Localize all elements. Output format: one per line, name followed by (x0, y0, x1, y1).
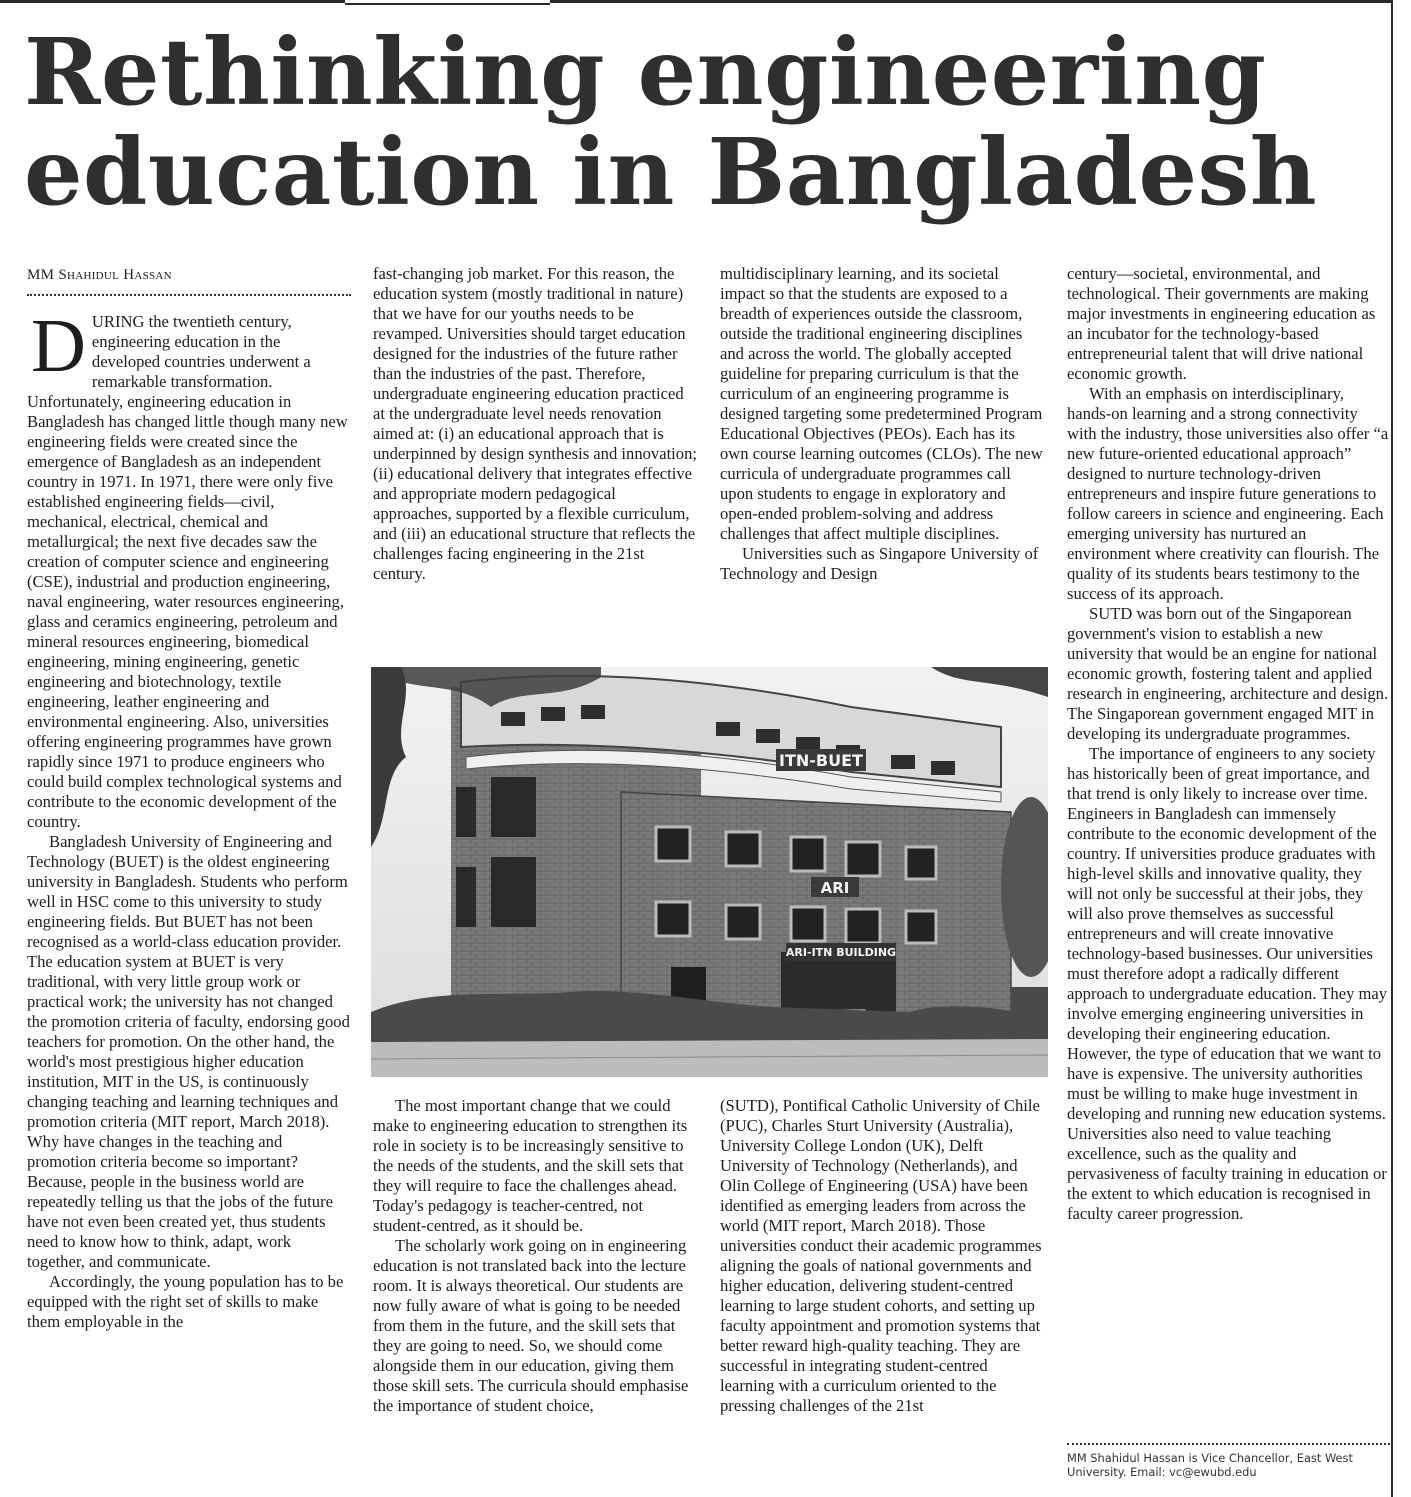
author-note-rule (1067, 1443, 1390, 1445)
paragraph: The most important change that we could make to engineering education to strengthen its role in society is to be increasingly sensitive to the needs of the students, and the skill sets that they will require to face the challenges ahead. Today's pedagogy is teacher-centred, not student-centred, as it should be. (373, 1096, 688, 1235)
svg-text:ARI: ARI (820, 879, 850, 897)
section-label-band (345, 0, 550, 5)
paragraph: The scholarly work going on in engineering education is not translated back into the lecture room. It is always theoretical. Our students are now fully aware of what is going to be needed from them in the future, and the skill sets that they are going to need. So, we should come alongside them in our education, giving them those skill sets. The curricula should emphasise the importance of student choice, (373, 1236, 689, 1415)
column-2-top (373, 264, 698, 584)
building-photo (371, 667, 1048, 1077)
paragraph: Universities such as Singapore University of Technology and Design (720, 544, 1039, 583)
drop-cap: D (31, 304, 86, 388)
svg-text:ARI-ITN BUILDING: ARI-ITN BUILDING (785, 946, 897, 959)
column-3-top (720, 264, 1045, 584)
paragraph: The importance of engineers to any society has historically been of great importance, and that trend is only likely to increase over time. Engineers in Bangladesh can immensely contribute to the economic development of the country. If universities produce graduates with high-level skills and innovative quality, they will not only be successful at their jobs, they will also prove themselves as successful entrepreneurs and will create innovative technology-based businesses. Our universities must therefore adopt a radically different approach to undergraduate education. They may involve emerging engineering universities in developing their engineering education. However, the type of education that we want to have is expensive. The university authorities must be willing to make huge investment in developing and running new education systems. Universities also need to value teaching excellence, such as the quality and pervasiveness of faculty training in education or the extent to which education is recognised in faculty career progression. (1067, 744, 1388, 1223)
byline-dotted-rule (27, 294, 351, 296)
svg-text:ITN-BUET: ITN-BUET (779, 751, 863, 770)
byline: MM Shahidul Hassan (27, 267, 172, 283)
sign-ari (811, 877, 859, 897)
sign-ari-itn-building (786, 943, 896, 961)
article-headline: Rethinking engineering education in Bangladesh (24, 18, 1318, 226)
paragraph: fast-changing job market. For this reason, the education system (mostly traditional in nature) that we have for our youths needs to be revamped. Universities should target education designed for the industries of the future rather than the industries of the past. Therefore, undergraduate engineering education practiced at the undergraduate level needs renovation aimed at: (i) an educational approach that is underpinned by design synthesis and innovation; (ii) educational delivery that integrates effective and appropriate modern pedagogical approaches, supported by a flexible curriculum, and (iii) an educational structure that reflects the challenges facing engineering in the 21st century. (373, 264, 697, 583)
author-note: MM Shahidul Hassan is Vice Chancellor, East West University. Email: vc@ewubd.edu (1067, 1451, 1353, 1479)
column-2-bottom (373, 1096, 698, 1416)
paragraph: SUTD was born out of the Singaporean government's vision to establish a new university that would be an engine for national economic growth, fostering talent and applied research in engineering, architecture and design. The Singaporean government engaged MIT in developing its undergraduate programmes. (1067, 604, 1389, 743)
paragraph: century—societal, environmental, and technological. Their governments are making major investments in engineering education as an incubator for the technology-based entrepreneurial talent that will drive national economic growth. (1067, 264, 1376, 383)
sign-itn-buet (776, 749, 866, 771)
paragraph: With an emphasis on interdisciplinary, hands-on learning and a strong connectivity with the industry, those universities also offer “a new future-oriented educational approach” designed to nurture technology-driven entrepreneurs and inspire future generations to follow careers in science and engineering. Each emerging university has nurtured an environment where creativity can flourish. The quality of its students bears testimony to the success of its approach. (1067, 384, 1389, 603)
paragraph: (SUTD), Pontifical Catholic University of Chile (PUC), Charles Sturt University (Australia), University College London (UK), Delft University of Technology (Netherlands), and Olin College of Engineering (USA) have been identified as emerging leaders from across the world (MIT report, March 2018). Those universities conduct their academic programmes aligning the goals of national governments and higher education, delivering student-centred learning to large student cohorts, and setting up faculty appointment and promotion systems that better reward high-quality teaching. They are successful in integrating student-centred learning with a curriculum oriented to the pressing challenges of the 21st (720, 1096, 1042, 1415)
paragraph: multidisciplinary learning, and its societal impact so that the students are exposed to a breadth of experiences outside the classroom, outside the traditional engineering disciplines and across the world. The globally accepted guideline for preparing curriculum is that the curriculum of an engineering programme is designed targeting some predetermined Program Educational Objectives (PEOs). Each has its own course learning outcomes (CLOs). The new curricula of undergraduate programmes call upon students to engage in exploratory and open-ended problem-solving and address challenges that affect multiple disciplines. (720, 264, 1043, 543)
column-1 (27, 266, 351, 1332)
page-right-rule (1391, 0, 1393, 1497)
paragraph: Accordingly, the young population has to be equipped with the right set of skills to make them employable in the (27, 1272, 344, 1331)
column-3-bottom (720, 1096, 1045, 1416)
column-4 (1067, 264, 1390, 1224)
section-rule (0, 0, 1391, 3)
paragraph: DURING the twentieth century, engineering education in the developed countries underwent a remarkable transformation. Unfortunately, engineering education in Bangladesh has changed little though many new engineering fields were created since the emergence of Bangladesh as an independent country in 1971. In 1971, there were only five established engineering fields—civil, mechanical, electrical, chemical and metallurgical; the next five decades saw the creation of computer science and engineering (CSE), industrial and production engineering, naval engineering, water resources engineering, glass and ceramics engineering, petroleum and mineral resources engineering, biomedical engineering, mining engineering, genetic engineering and biotechnology, textile engineering, leather engineering and environmental engineering. Also, universities offering engineering programmes have grown rapidly since 1971 to produce engineers who could build complex technological systems and contribute to the economic development of the country. (27, 304, 348, 831)
paragraph: Bangladesh University of Engineering and Technology (BUET) is the oldest engineering university in Bangladesh. Students who perform well in HSC come to this university to study engineering fields. But BUET has not been recognised as a world-class education provider. The education system at BUET is very traditional, with very little group work or practical work; the university has not changed the promotion criteria of faculty, endorsing good teachers for promotion. On the other hand, the world's most prestigious higher education institution, MIT in the US, is continuously changing teaching and learning techniques and promotion criteria (MIT report, March 2018). Why have changes in the teaching and promotion criteria become so important? Because, people in the business world are repeatedly telling us that the jobs of the future have not even been created yet, thus students need to know how to think, adapt, work together, and communicate. (27, 832, 350, 1271)
